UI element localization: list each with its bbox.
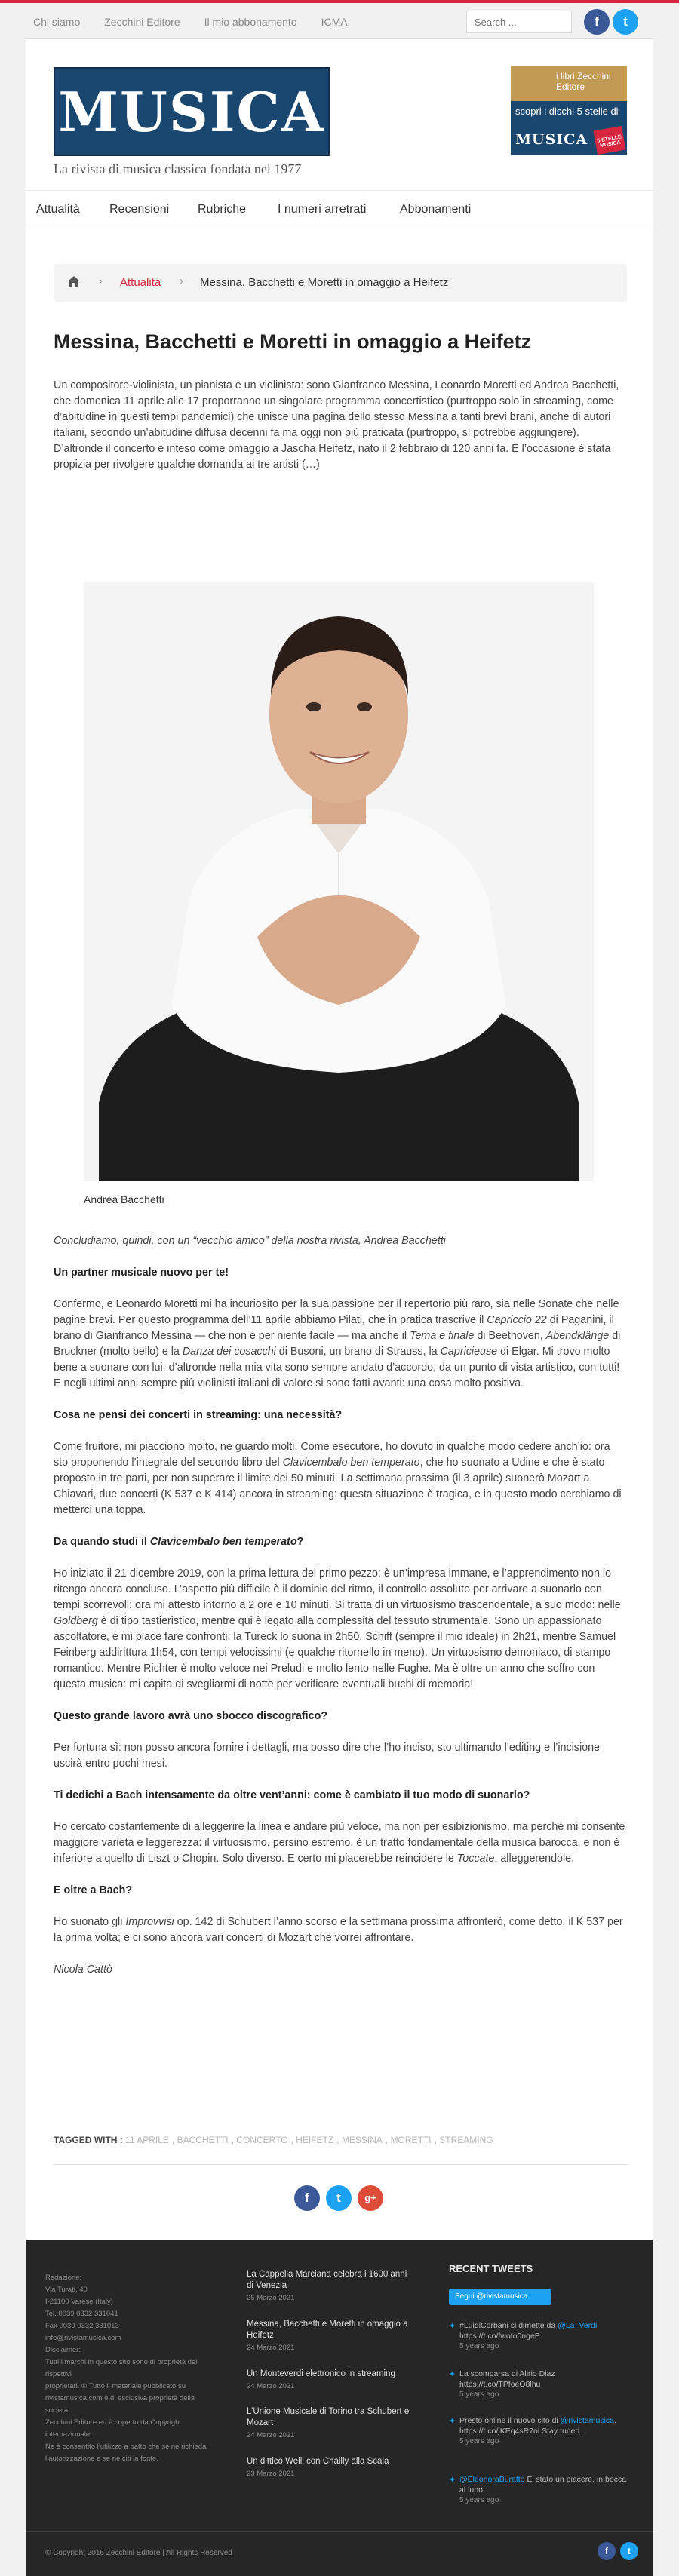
top-link-abbonamento[interactable]: Il mio abbonamento bbox=[204, 16, 297, 28]
footer-news-item[interactable] bbox=[247, 2269, 413, 2302]
footer-news-item[interactable] bbox=[247, 2319, 413, 2352]
news-title[interactable]: Messina, Bacchetti e Moretti in omaggio a Heifetz bbox=[247, 2320, 408, 2340]
answer-1 bbox=[54, 1297, 627, 1392]
tweet-time: 5 years ago bbox=[459, 2390, 499, 2399]
answer-text: , che ho suonato a Udine e che è stato proposto in tre parti, per non superare il limite dei 50 minuti. La settimana prossima (il 3 aprile) suonerò Mozart a Chiavari, due concerti (K 537 e K 414) ancora in streaming: questa situazione è tragica, e in questo modo cerchiamo di metterci una toppa. bbox=[54, 1457, 622, 1516]
footer-info-line: rivistamusica.com è di esclusiva proprietà della società bbox=[45, 2394, 195, 2415]
chevron-right-icon: › bbox=[180, 275, 183, 287]
tweet-time: 5 years ago bbox=[459, 2437, 499, 2446]
answer-text: Come fruitore, mi piacciono molto, ne guardo molti. Come esecutore, ho dovuto in qualche modo cedere anch’io: ora sto proponendo l’integrale del secondo libro del bbox=[54, 1441, 610, 1469]
news-date: 25 Marzo 2021 bbox=[247, 2294, 295, 2302]
work-title: Capricieuse bbox=[440, 1346, 498, 1358]
tags-label: TAGGED WITH : bbox=[54, 2135, 123, 2145]
news-date: 24 Marzo 2021 bbox=[247, 2382, 295, 2390]
answer-text: Ho iniziato il 21 dicembre 2019, con la prima lettura del primo pezzo: è un’impresa immane, e l’apprendimento non lo ritengo ancora concluso. L’aspetto più difficile è il dominio del ritmo, il controllo assoluto per arrivare a suonarlo con tempi scorrevoli: ora mi attesto intorno a 2 ore e 10 minuti. Si tratta di un virtuosismo trascendentale, a suo modo: nelle bbox=[54, 1567, 621, 1611]
tweet-mention[interactable]: @rivistamusica bbox=[560, 2416, 615, 2425]
tagline: La rivista di musica classica fondata nel 1977 bbox=[54, 161, 302, 177]
footer-news-item[interactable] bbox=[247, 2456, 413, 2478]
copyright: © Copyright 2016 Zecchini Editore | All Rights Reserved bbox=[45, 2549, 232, 2557]
answer-text: di Paganini, il brano di Gianfranco Messina — che non è per niente facile — ma anche il bbox=[54, 1314, 614, 1342]
share-google-plus-icon[interactable]: g+ bbox=[358, 2185, 383, 2211]
tweet-mention[interactable]: @EleonoraBuratto bbox=[459, 2475, 525, 2484]
intro-paragraph bbox=[54, 1233, 627, 1249]
question-4: Questo grande lavoro avrà uno sbocco discografico? bbox=[54, 1710, 328, 1722]
tweet-text: La scomparsa di Alirio Diaz https://t.co/TPfoeO8lhu bbox=[459, 2369, 555, 2389]
tag-link[interactable]: BACCHETTI bbox=[177, 2135, 229, 2145]
question-5: Ti dedichi a Bach intensamente da oltre vent’anni: come è cambiato il tuo modo di suonarlo? bbox=[54, 1789, 530, 1801]
promo-brand: MUSICA bbox=[515, 131, 588, 148]
andrea-bacchetti-photo bbox=[84, 582, 594, 1181]
promo-discs: scopri i dischi 5 stelle di bbox=[515, 106, 619, 117]
promo-banner[interactable] bbox=[511, 66, 627, 155]
tweet-mention[interactable]: @La_Verdi bbox=[558, 2321, 598, 2330]
answer-text: di Bruckner (molto bello) e la bbox=[54, 1330, 621, 1358]
footer-news-item[interactable] bbox=[247, 2369, 413, 2390]
promo-badge: 5 STELLE MUSICA bbox=[594, 126, 626, 155]
tag-link[interactable]: MESSINA bbox=[341, 2135, 383, 2145]
twitter-icon[interactable]: t bbox=[613, 9, 638, 35]
tag-link[interactable]: STREAMING bbox=[439, 2135, 493, 2145]
twitter-bird-icon: ✦ bbox=[449, 2417, 456, 2426]
share-facebook-icon[interactable]: f bbox=[294, 2185, 320, 2211]
logo-text: MUSICA bbox=[58, 80, 325, 144]
footer-facebook-icon[interactable]: f bbox=[598, 2542, 616, 2560]
answer-text: di Elgar. Mi trovo molto bene a suonare con lui: d’altronde nella mia vita sono sempre andato d’accordo, da un punto di vista artistico, con tutti! E negli ultimi anni sempre più violinisti italiani di valore si sono fatti avanti: una cosa molto positiva. bbox=[54, 1346, 620, 1389]
answer-text: Confermo, e Leonardo Moretti mi ha incuriosito per la sua passione per il repertorio più raro, sia nelle Sonate che nelle pagine brevi. Per questo programma dell’11 aprile abbiamo Pilati, che in pratica trascrive il bbox=[54, 1298, 619, 1326]
tweet-text: https://t.co/fwoto0ngeB bbox=[459, 2332, 540, 2341]
answer-text: op. 142 di Schubert l’anno scorso e la settimana prossima affronterò, come detto, il K 537 per la prima volta; e ci sono ancora vari concerti di Mozart che vorrei affrontare. bbox=[54, 1916, 623, 1944]
nav-numeri-arretrati[interactable]: I numeri arretrati bbox=[278, 203, 367, 216]
answer-text: di Beethoven, bbox=[474, 1330, 546, 1342]
answer-5 bbox=[54, 1819, 627, 1867]
footer-info-line: Disclaimer: bbox=[45, 2346, 81, 2354]
divider bbox=[54, 2164, 627, 2165]
answer-text: è di tipo tastieristico, mentre qui è legato alla complessità del tessuto strumentale. Sono un appassionato ascoltatore, e mi piace fare confronti: la Tureck lo suona in 2h50, Schiff (sempre il mio ideale) in 2h21, mentre Samuel Feinberg addirittura 1h54, con tempi velocissimi (e qualche ritornello in meno). Un virtuosismo demoniaco, di stampo romantico. Mentre Richter è molto veloce nei Preludi e molto lento nelle Fughe. Ma è oltre un anno che soffro con questa musica: mi capita di svegliarmi di notte per verificare eventuali buchi di memoria! bbox=[54, 1615, 616, 1690]
tweet-text: Presto online il nuovo sito di bbox=[459, 2416, 561, 2425]
main-card bbox=[26, 39, 653, 2240]
intro-text: Concludiamo, quindi, con un “vecchio amico” della nostra rivista, Andrea Bacchetti bbox=[54, 1235, 446, 1247]
footer-info-line: Via Turati, 40 bbox=[45, 2286, 88, 2294]
footer-twitter-icon[interactable]: t bbox=[620, 2542, 638, 2560]
author-name: Nicola Cattò bbox=[54, 1963, 112, 1976]
facebook-icon[interactable]: f bbox=[584, 9, 610, 35]
tweet-text: E' stato un piacere, in bocca al lupo! bbox=[459, 2475, 627, 2495]
article-title: Messina, Bacchetti e Moretti in omaggio a Heifetz bbox=[54, 330, 532, 353]
answer-text: Ho suonato gli bbox=[54, 1916, 126, 1928]
tweet-item bbox=[449, 2369, 630, 2400]
tag-list: TAGGED WITH : 11 APRILE , BACCHETTI , CONCERTO , HEIFETZ , MESSINA , MORETTI , STREAMING bbox=[54, 2135, 493, 2145]
footer-info-line: l’autorizzazione e se ne citi la fonte. bbox=[45, 2455, 158, 2463]
answer-4: Per fortuna sì: non posso ancora fornire i dettagli, ma posso dire che l’ho inciso, sto ultimando l’editing e l’incisione uscirà entro pochi mesi. bbox=[54, 1742, 600, 1770]
news-title[interactable]: La Cappella Marciana celebra i 1600 anni di Venezia bbox=[247, 2270, 407, 2290]
work-title: Danza dei cosacchi bbox=[182, 1346, 276, 1358]
work-title: Toccate bbox=[456, 1853, 495, 1865]
top-link-chi-siamo[interactable]: Chi siamo bbox=[33, 16, 81, 28]
footer-info-line: Ne è consentito l’utilizzo a patto che se ne richieda bbox=[45, 2442, 207, 2451]
search-input[interactable] bbox=[466, 11, 572, 33]
footer-info-line: Zecchini Editore ed è coperto da Copyright internazionale. bbox=[45, 2418, 182, 2439]
answer-text: , alleggerendole. bbox=[494, 1853, 575, 1865]
answer-text: Ho cercato costantemente di alleggerire la linea e andare più veloce, ma non per esibizionismo, ma perché mi consente maggiore varietà e leggerezza: il virtuosismo, persino estremo, è un tratto fondamentale della musica barocca, e non è inferiore a quello di Liszt o Chopin. Solo diverso. E certo mi piacerebbe reincidere le bbox=[54, 1821, 625, 1865]
musica-logo[interactable] bbox=[54, 67, 330, 156]
chevron-right-icon: › bbox=[99, 275, 103, 287]
work-title: Capriccio 22 bbox=[487, 1314, 547, 1326]
article-lead: Un compositore-violinista, un pianista e un violinista: sono Gianfranco Messina, Leonardo Moretti ed Andrea Bacchetti, che domenica 11 aprile alle 17 proporranno un singolare programma concertistico (purtroppo solo in streaming, come d’abitudine in questi tempi pandemici) che unisce una pagina dello stesso Messina a tanti brevi brani, anche di autori italiani, secondo un’abitudine diffusa decenni fa ma oggi non più praticata (purtroppo, si potrebbe aggiungere). D’altronde il concerto è inteso come omaggio a Jascha Heifetz, nato il 2 febbraio di 120 anni fa. E l’occasione è stata propizia per rivolgere qualche domanda ai tre artisti (…) bbox=[54, 379, 619, 471]
footer-info-line: proprietari. © Tutto il materiale pubblicato su bbox=[45, 2382, 186, 2390]
twitter-bird-icon: ✦ bbox=[449, 2370, 456, 2379]
news-title[interactable]: Un dittico Weill con Chailly alla Scala bbox=[247, 2457, 389, 2466]
follow-button[interactable]: Segui @rivistamusica bbox=[449, 2289, 551, 2305]
question-2: Cosa ne pensi dei concerti in streaming: una necessità? bbox=[54, 1409, 343, 1421]
answer-text: di Busoni, un brano di Strauss, la bbox=[275, 1346, 441, 1358]
photo-caption: Andrea Bacchetti bbox=[84, 1193, 164, 1205]
tweet-time: 5 years ago bbox=[459, 2342, 499, 2350]
answer-3 bbox=[54, 1566, 627, 1693]
answer-6 bbox=[54, 1914, 627, 1946]
twitter-bird-icon: ✦ bbox=[449, 2322, 456, 2331]
breadcrumb-category[interactable]: Attualità bbox=[120, 276, 161, 289]
top-links bbox=[33, 16, 372, 28]
question-3 bbox=[54, 1534, 627, 1550]
top-bar bbox=[26, 3, 653, 39]
question-text: Da quando studi il bbox=[54, 1536, 150, 1548]
news-title[interactable]: L’Unione Musicale di Torino tra Schubert e Mozart bbox=[247, 2407, 410, 2427]
news-title[interactable]: Un Monteverdi elettronico in streaming bbox=[247, 2369, 395, 2378]
tag-link[interactable]: MORETTI bbox=[390, 2135, 432, 2145]
question-6: E oltre a Bach? bbox=[54, 1884, 133, 1896]
answer-2 bbox=[54, 1439, 627, 1518]
tweet-item bbox=[449, 2474, 630, 2506]
author-paragraph bbox=[54, 1962, 627, 1978]
question-1: Un partner musicale nuovo per te! bbox=[54, 1267, 229, 1279]
footer-divider bbox=[26, 2531, 653, 2532]
home-icon[interactable] bbox=[67, 275, 81, 287]
nav-recensioni[interactable]: Recensioni bbox=[109, 203, 170, 216]
share-twitter-icon[interactable]: t bbox=[326, 2185, 352, 2211]
tweet-item bbox=[449, 2320, 630, 2352]
news-date: 24 Marzo 2021 bbox=[247, 2431, 295, 2439]
tweet-time: 5 years ago bbox=[459, 2496, 499, 2504]
work-title: Clavicembalo ben temperato bbox=[282, 1457, 420, 1469]
question-text: ? bbox=[296, 1536, 304, 1548]
main-nav bbox=[26, 190, 653, 229]
work-title: Improvvisi bbox=[125, 1916, 174, 1928]
nav-attualita[interactable]: Attualità bbox=[36, 203, 80, 216]
tweet-item bbox=[449, 2415, 630, 2447]
footer-info-line: I-21100 Varese (Italy) bbox=[45, 2298, 113, 2306]
tweet-text: #LuigiCorbani si dimette da bbox=[459, 2321, 558, 2330]
tag-link[interactable]: CONCERTO bbox=[236, 2135, 288, 2145]
news-date: 23 Marzo 2021 bbox=[247, 2470, 295, 2478]
footer-news-item[interactable] bbox=[247, 2406, 413, 2439]
nav-abbonamenti[interactable]: Abbonamenti bbox=[400, 203, 472, 216]
top-link-zecchini-editore[interactable]: Zecchini Editore bbox=[104, 16, 180, 28]
work-title: Clavicembalo ben temperato bbox=[149, 1536, 297, 1548]
footer-info bbox=[45, 2272, 211, 2465]
twitter-bird-icon: ✦ bbox=[449, 2476, 456, 2485]
breadcrumb bbox=[54, 264, 627, 302]
news-date: 24 Marzo 2021 bbox=[247, 2344, 295, 2352]
footer-info-line: Tutti i marchi in questo sito sono di proprietà dei rispettivi bbox=[45, 2358, 198, 2378]
breadcrumb-current: Messina, Bacchetti e Moretti in omaggio a Heifetz bbox=[200, 276, 449, 289]
work-title: Goldberg bbox=[54, 1615, 98, 1627]
recent-tweets-title: RECENT TWEETS bbox=[449, 2263, 533, 2274]
tag-link[interactable]: HEIFETZ bbox=[296, 2135, 334, 2145]
footer bbox=[26, 2240, 653, 2576]
tweet-text: . https://t.co/jKEq4sR7ol Stay tuned... bbox=[459, 2416, 616, 2436]
footer-info-line: Tel. 0039 0332 331041 bbox=[45, 2310, 118, 2318]
footer-email[interactable]: info@rivistamusica.com bbox=[45, 2334, 121, 2342]
work-title: Abendklänge bbox=[545, 1330, 610, 1342]
tag-link[interactable]: 11 APRILE bbox=[125, 2135, 169, 2145]
footer-info-line: Fax 0039 0332 331013 bbox=[45, 2322, 119, 2330]
article-body bbox=[54, 1233, 627, 1994]
nav-rubriche[interactable]: Rubriche bbox=[198, 203, 247, 216]
work-title: Tema e finale bbox=[410, 1330, 475, 1342]
promo-books: i libri Zecchini Editore bbox=[511, 66, 627, 101]
footer-info-line: Redazione: bbox=[45, 2274, 82, 2282]
top-link-icma[interactable]: ICMA bbox=[321, 16, 348, 28]
